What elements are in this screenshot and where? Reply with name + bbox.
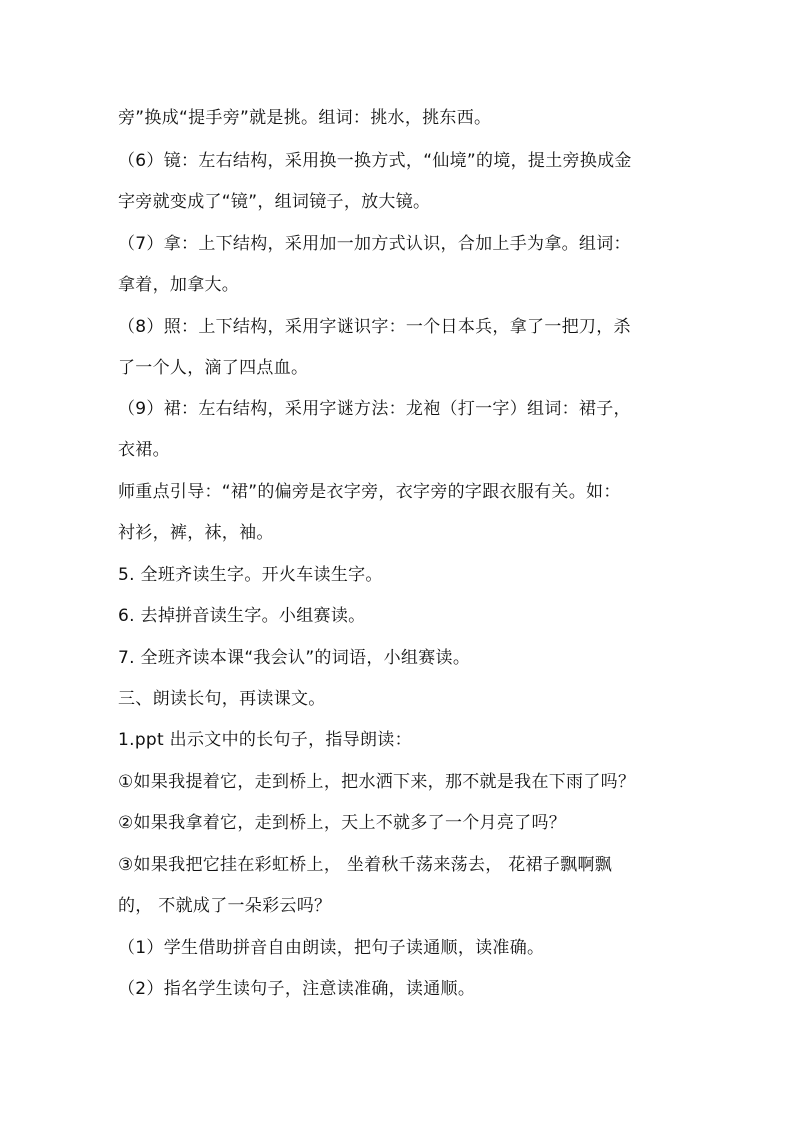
text-line: （9）裙：左右结构，采用字谜方法：龙袍（打一字）组词：裙子， <box>118 399 631 419</box>
text-line: 师重点引导：“裙”的偏旁是衣字旁，衣字旁的字跟衣服有关。如： <box>118 482 621 502</box>
text-line: 旁”换成“提手旁”就是挑。组词：挑水，挑东西。 <box>118 108 492 128</box>
text-line: （8）照：上下结构，采用字谜识字：一个日本兵，拿了一把刀，杀 <box>118 317 631 337</box>
text-line: （7）拿：上下结构，采用加一加方式认识，合加上手为拿。组词： <box>118 234 631 254</box>
text-line: 三、朗读长句，再读课文。 <box>118 689 326 709</box>
text-line: 了一个人，滴了四点血。 <box>118 358 309 378</box>
text-line: 衣裙。 <box>118 440 170 460</box>
text-line: 衬衫，裤，袜，袖。 <box>118 523 274 543</box>
text-line: ①如果我提着它，走到桥上，把水洒下来，那不就是我在下雨了吗？ <box>118 772 636 792</box>
text-line: ③如果我把它挂在彩虹桥上， 坐着秋千荡来荡去， 花裙子飘啊飘 <box>118 855 613 875</box>
text-line: 1.ppt 出示文中的长句子，指导朗读： <box>118 730 412 750</box>
text-line: 5. 全班齐读生字。开火车读生字。 <box>118 565 383 585</box>
text-line: （1）学生借助拼音自由朗读，把句子读通顺，读准确。 <box>118 938 545 958</box>
text-line: 拿着，加拿大。 <box>118 275 240 295</box>
text-line: （2）指名学生读句子，注意读准确，读通顺。 <box>118 979 476 999</box>
text-line: 7. 全班齐读本课“我会认”的词语，小组赛读。 <box>118 648 471 668</box>
text-line: （6）镜：左右结构，采用换一换方式，“仙境”的境，提土旁换成金 <box>118 151 632 171</box>
text-line: 字旁就变成了“镜”，组词镜子，放大镜。 <box>118 192 431 212</box>
text-line: 的， 不就成了一朵彩云吗？ <box>118 896 332 916</box>
text-line: ②如果我拿着它，走到桥上，天上不就多了一个月亮了吗？ <box>118 813 567 833</box>
text-line: 6. 去掉拼音读生字。小组赛读。 <box>118 606 366 626</box>
